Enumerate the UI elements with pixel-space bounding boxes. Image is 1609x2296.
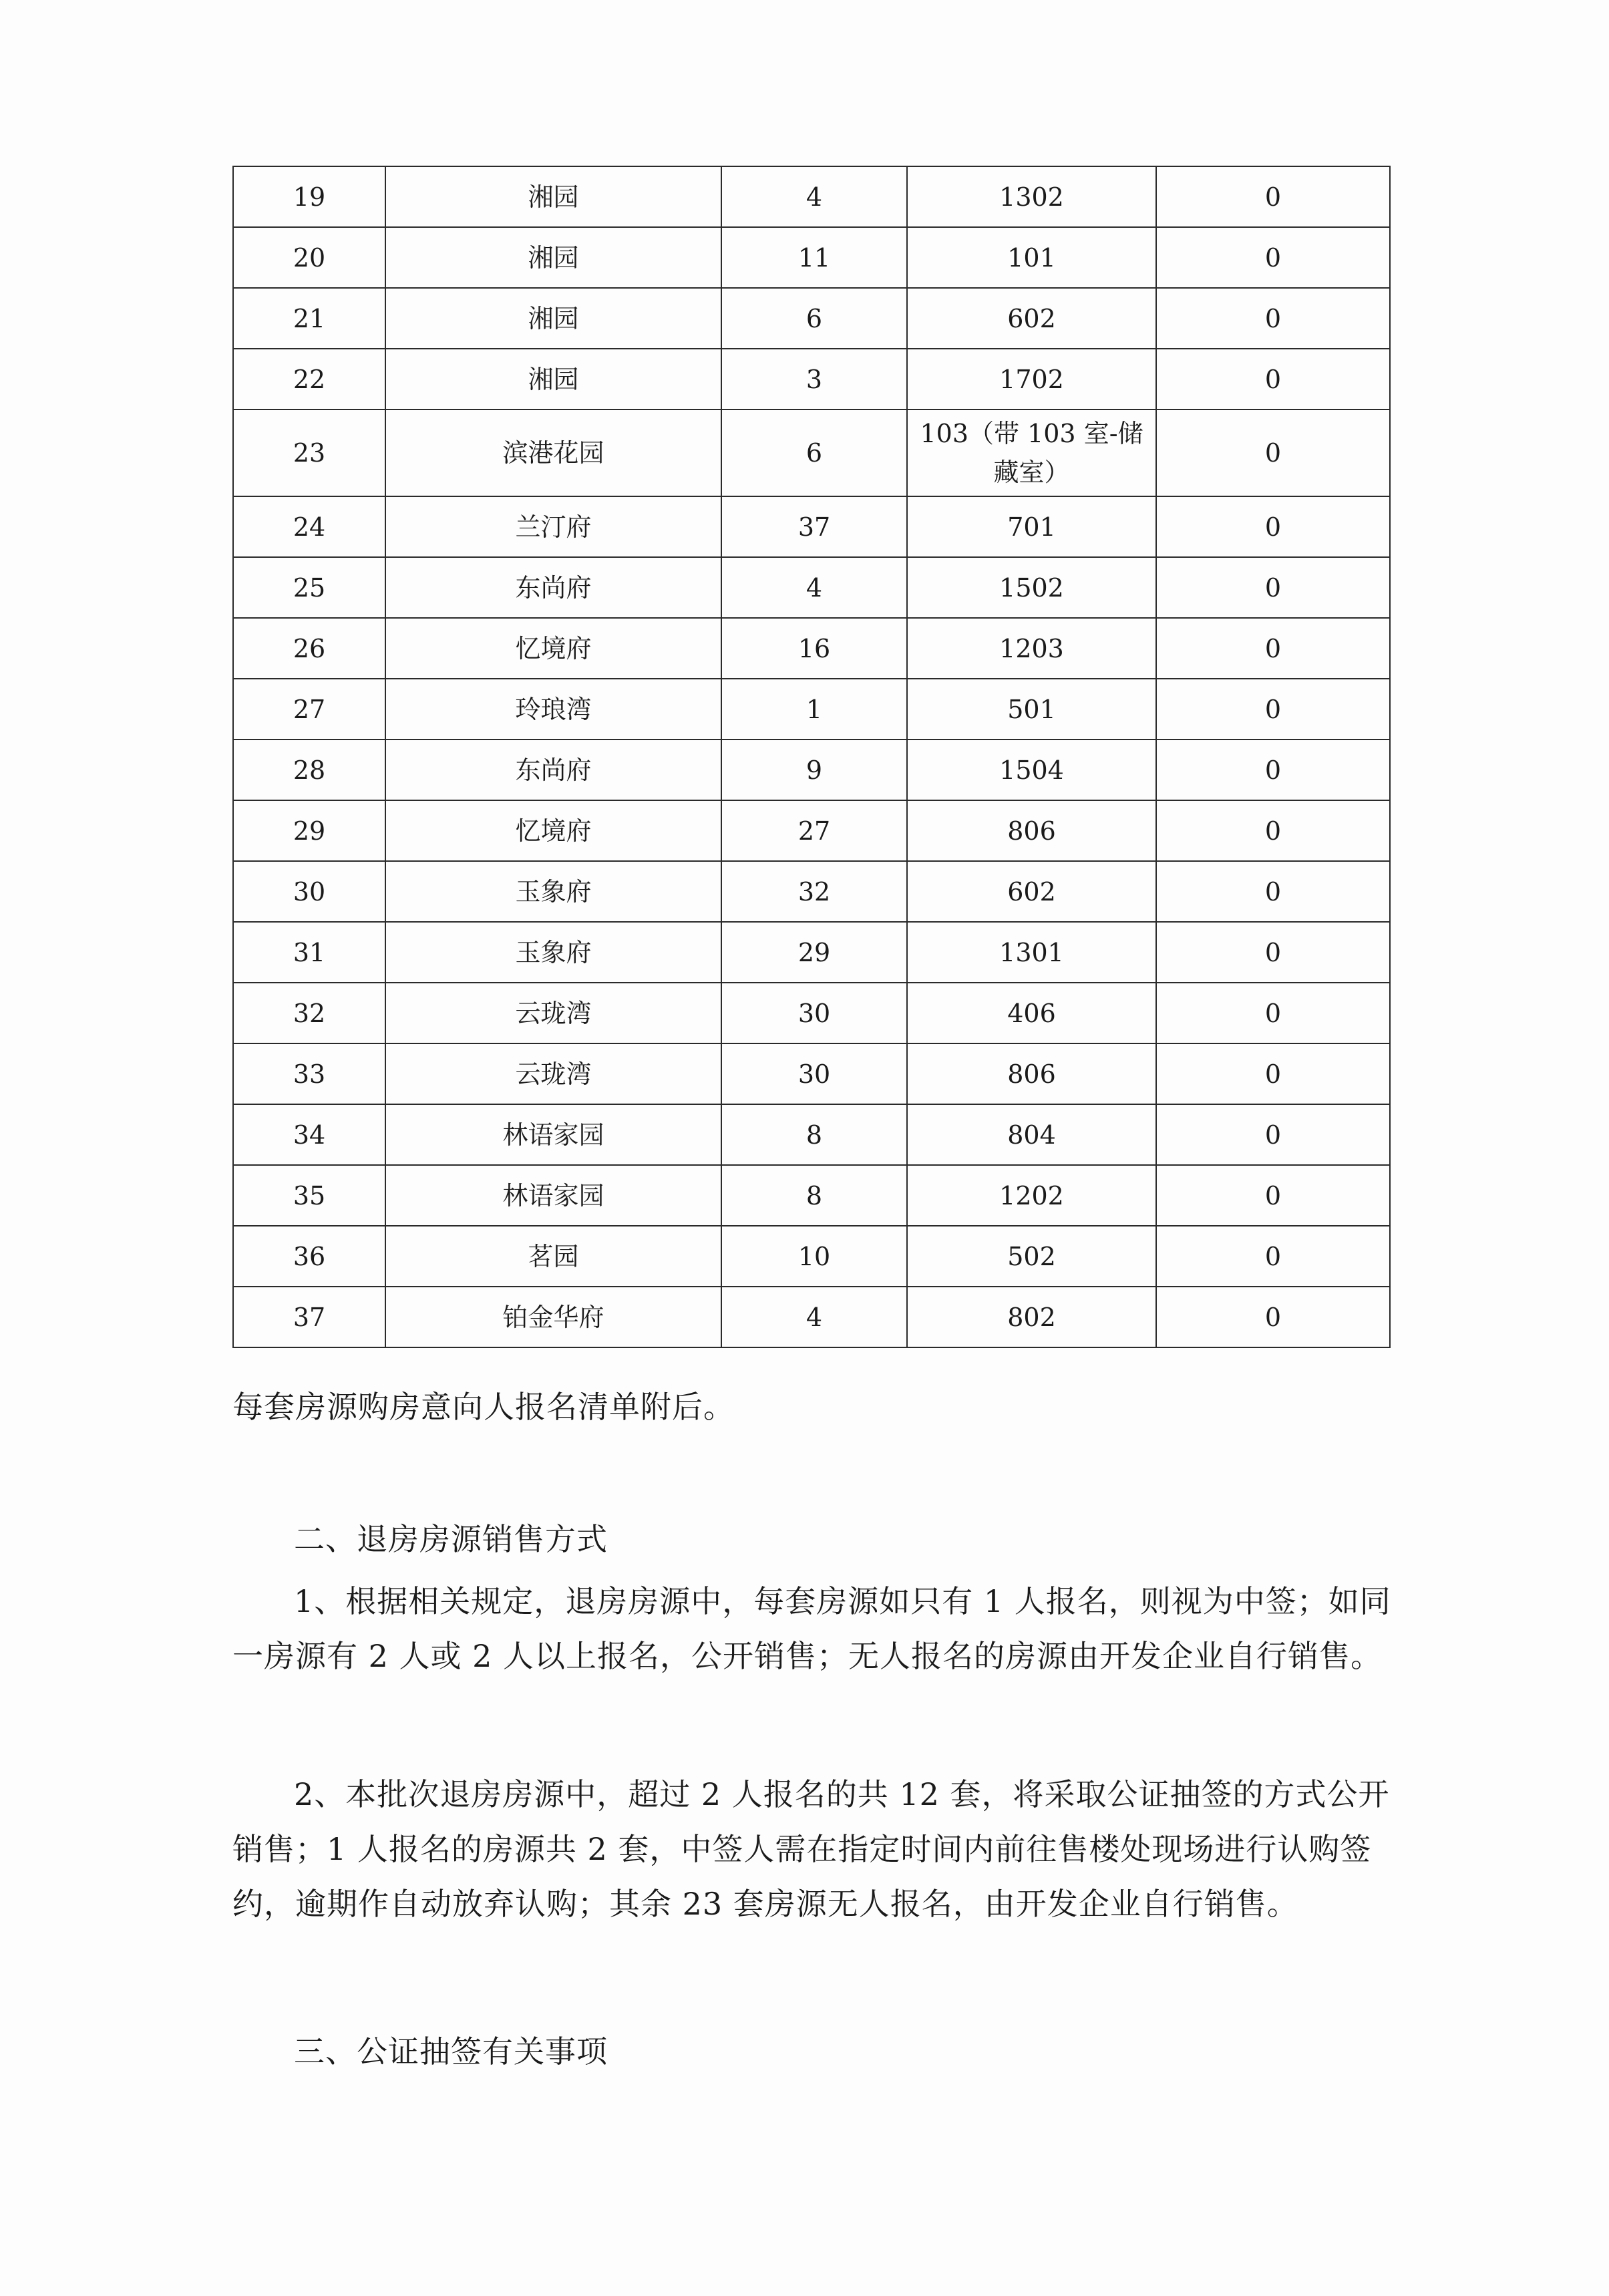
applicant-count-cell: 0 (1156, 983, 1390, 1043)
section-2-paragraph-2: 2、本批次退房房源中，超过 2 人报名的共 12 套，将采取公证抽签的方式公开销售；1 人报名的房源共 2 套，中签人需在指定时间内前往售楼处现场进行认购签约，逾期作自动放弃认购；其余 23 套房源无人报名，由开发企业自行销售。 (232, 1776, 1390, 1922)
room-number-cell: 502 (907, 1226, 1156, 1287)
project-name-cell: 林语家园 (385, 1104, 721, 1165)
row-number-cell: 25 (233, 557, 385, 618)
building-number-cell: 30 (721, 1043, 907, 1104)
project-name-cell: 湘园 (385, 166, 721, 227)
table-row (233, 922, 1390, 983)
project-name-cell: 玉象府 (385, 922, 721, 983)
row-number-cell: 37 (233, 1287, 385, 1347)
row-number-cell: 23 (233, 409, 385, 496)
section-2-heading: 二、退房房源销售方式 (294, 1521, 608, 1557)
applicant-count-cell: 0 (1156, 922, 1390, 983)
building-number-cell: 37 (721, 496, 907, 557)
row-number-cell: 22 (233, 349, 385, 409)
table-row (233, 557, 1390, 618)
building-number-cell: 3 (721, 349, 907, 409)
room-number-cell: 602 (907, 861, 1156, 922)
project-name-cell: 兰汀府 (385, 496, 721, 557)
applicant-count-cell: 0 (1156, 227, 1390, 288)
project-name-cell: 忆境府 (385, 800, 721, 861)
table-row (233, 800, 1390, 861)
row-number-cell: 27 (233, 679, 385, 740)
applicant-count-cell: 0 (1156, 409, 1390, 496)
row-number-cell: 26 (233, 618, 385, 679)
building-number-cell: 4 (721, 1287, 907, 1347)
table-row (233, 349, 1390, 409)
building-number-cell: 11 (721, 227, 907, 288)
row-number-cell: 31 (233, 922, 385, 983)
project-name-cell: 云珑湾 (385, 983, 721, 1043)
applicant-count-cell: 0 (1156, 1226, 1390, 1287)
room-number-cell: 1302 (907, 166, 1156, 227)
room-number-cell: 701 (907, 496, 1156, 557)
table-row (233, 227, 1390, 288)
project-name-cell: 湘园 (385, 349, 721, 409)
row-number-cell: 35 (233, 1165, 385, 1226)
row-number-cell: 20 (233, 227, 385, 288)
applicant-count-cell: 0 (1156, 679, 1390, 740)
building-number-cell: 6 (721, 288, 907, 349)
table-row (233, 1043, 1390, 1104)
room-number-cell: 406 (907, 983, 1156, 1043)
project-name-cell: 铂金华府 (385, 1287, 721, 1347)
table-row (233, 166, 1390, 227)
applicant-count-cell: 0 (1156, 1165, 1390, 1226)
building-number-cell: 4 (721, 166, 907, 227)
row-number-cell: 36 (233, 1226, 385, 1287)
housing-table (232, 166, 1391, 1348)
project-name-cell: 茗园 (385, 1226, 721, 1287)
table-row (233, 409, 1390, 496)
applicant-count-cell: 0 (1156, 1043, 1390, 1104)
room-number-cell: 602 (907, 288, 1156, 349)
room-number-cell: 103（带 103 室-储藏室） (907, 409, 1156, 496)
table-row (233, 679, 1390, 740)
room-number-cell: 1702 (907, 349, 1156, 409)
row-number-cell: 34 (233, 1104, 385, 1165)
room-number-cell: 501 (907, 679, 1156, 740)
applicant-count-cell: 0 (1156, 861, 1390, 922)
section-2-paragraph-1: 1、根据相关规定，退房房源中，每套房源如只有 1 人报名，则视为中签；如同一房源有 2 人或 2 人以上报名，公开销售；无人报名的房源由开发企业自行销售。 (232, 1583, 1391, 1674)
project-name-cell: 湘园 (385, 288, 721, 349)
room-number-cell: 804 (907, 1104, 1156, 1165)
applicant-count-cell: 0 (1156, 618, 1390, 679)
applicant-count-cell: 0 (1156, 288, 1390, 349)
applicant-count-cell: 0 (1156, 557, 1390, 618)
row-number-cell: 33 (233, 1043, 385, 1104)
applicant-count-cell: 0 (1156, 349, 1390, 409)
row-number-cell: 21 (233, 288, 385, 349)
table-row (233, 1287, 1390, 1347)
room-number-cell: 1203 (907, 618, 1156, 679)
project-name-cell: 湘园 (385, 227, 721, 288)
building-number-cell: 4 (721, 557, 907, 618)
applicant-count-cell: 0 (1156, 496, 1390, 557)
building-number-cell: 16 (721, 618, 907, 679)
building-number-cell: 1 (721, 679, 907, 740)
building-number-cell: 9 (721, 740, 907, 800)
table-row (233, 1165, 1390, 1226)
project-name-cell: 忆境府 (385, 618, 721, 679)
section-3-heading: 三、公证抽签有关事项 (294, 2033, 608, 2070)
table-row (233, 1104, 1390, 1165)
table-row (233, 861, 1390, 922)
room-number-cell: 806 (907, 800, 1156, 861)
room-number-cell: 1202 (907, 1165, 1156, 1226)
project-name-cell: 林语家园 (385, 1165, 721, 1226)
housing-table-container (232, 166, 1389, 1348)
attachment-note: 每套房源购房意向人报名清单附后。 (232, 1389, 735, 1425)
applicant-count-cell: 0 (1156, 1287, 1390, 1347)
table-row (233, 496, 1390, 557)
row-number-cell: 28 (233, 740, 385, 800)
applicant-count-cell: 0 (1156, 1104, 1390, 1165)
building-number-cell: 29 (721, 922, 907, 983)
applicant-count-cell: 0 (1156, 800, 1390, 861)
project-name-cell: 云珑湾 (385, 1043, 721, 1104)
table-row (233, 618, 1390, 679)
project-name-cell: 玲琅湾 (385, 679, 721, 740)
table-row (233, 740, 1390, 800)
applicant-count-cell: 0 (1156, 740, 1390, 800)
building-number-cell: 32 (721, 861, 907, 922)
row-number-cell: 19 (233, 166, 385, 227)
row-number-cell: 32 (233, 983, 385, 1043)
room-number-cell: 806 (907, 1043, 1156, 1104)
table-row (233, 983, 1390, 1043)
building-number-cell: 10 (721, 1226, 907, 1287)
building-number-cell: 8 (721, 1104, 907, 1165)
row-number-cell: 30 (233, 861, 385, 922)
project-name-cell: 玉象府 (385, 861, 721, 922)
building-number-cell: 8 (721, 1165, 907, 1226)
building-number-cell: 27 (721, 800, 907, 861)
room-number-cell: 802 (907, 1287, 1156, 1347)
room-number-cell: 1504 (907, 740, 1156, 800)
project-name-cell: 东尚府 (385, 740, 721, 800)
applicant-count-cell: 0 (1156, 166, 1390, 227)
table-row (233, 1226, 1390, 1287)
housing-table-body (233, 166, 1390, 1347)
building-number-cell: 6 (721, 409, 907, 496)
project-name-cell: 滨港花园 (385, 409, 721, 496)
project-name-cell: 东尚府 (385, 557, 721, 618)
room-number-cell: 1502 (907, 557, 1156, 618)
room-number-cell: 101 (907, 227, 1156, 288)
row-number-cell: 24 (233, 496, 385, 557)
building-number-cell: 30 (721, 983, 907, 1043)
room-number-cell: 1301 (907, 922, 1156, 983)
table-row (233, 288, 1390, 349)
row-number-cell: 29 (233, 800, 385, 861)
